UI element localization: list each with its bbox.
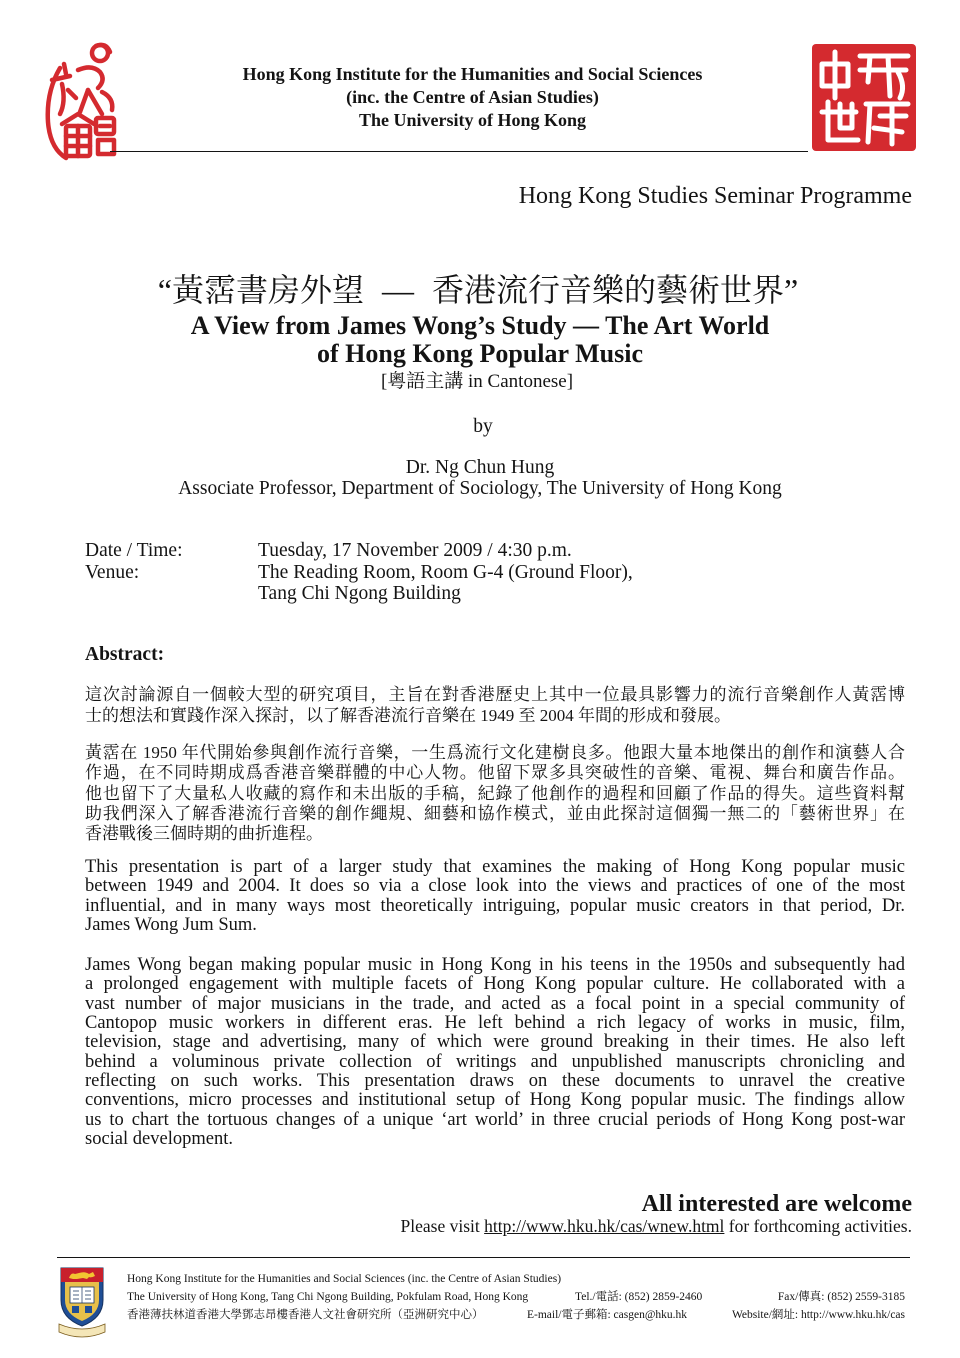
title-english-line: of Hong Kong Popular Music — [316, 339, 643, 368]
activities-link[interactable]: http://www.hku.hk/cas/wnew.html — [484, 1216, 725, 1236]
visit-suffix: for forthcoming activities. — [724, 1216, 912, 1236]
venue-row — [85, 562, 905, 584]
venue-row-continued — [85, 583, 905, 605]
abstract-english-line: James Wong began making popular music in Hong Kong in his teens in the 1950s and subsequently had — [85, 955, 905, 975]
abstract-chinese-line: 香港戰後三個時期的曲折進程。 — [85, 824, 323, 844]
abstract-english-paragraph-1 — [85, 858, 905, 936]
header-line-institute: Hong Kong Institute for the Humanities and Social Sciences — [242, 64, 703, 84]
abstract-chinese-paragraph-2 — [85, 743, 905, 844]
footer-chinese-address: 香港薄扶林道香港大學鄧志昂樓香港人文社會研究所（亞洲研究中心） — [127, 1309, 484, 1321]
footer-telephone: Tel./電話: (852) 2859-2460 — [575, 1291, 703, 1303]
abstract-chinese-line: 士的想法和實踐作深入探討，以了解香港流行音樂在 1949 至 2004 年間的形成和發展。 — [85, 706, 731, 725]
hku-crest-logo — [57, 1266, 107, 1338]
institute-header — [110, 63, 835, 132]
speaker-name: Dr. Ng Chun Hung — [405, 457, 555, 478]
venue-label: Venue: — [85, 561, 140, 583]
header-line-university: The University of Hong Kong — [358, 110, 586, 130]
abstract-english-line: social development. — [85, 1129, 233, 1150]
abstract-chinese-paragraph-1 — [85, 684, 905, 726]
abstract-chinese-line: 這次討論源自一個較大型的研究項目，主旨在對香港歷史上其中一位最具影響力的流行音樂創作人黃霑博 — [85, 685, 905, 704]
abstract-chinese-line: 作過，在不同時期成爲香港音樂群體的中心人物。他留下眾多具突破性的音樂、電視、舞台和廣告作品。 — [85, 763, 905, 783]
abstract-english-line: vast number of major musicians in the trade, and acted as a focal point in a special community of — [85, 993, 905, 1014]
venue-value: Tang Chi Ngong Building — [258, 583, 461, 604]
abstract-english-line: between 1949 and 2004. It does so via a close look into the views and practices of one of the most — [85, 876, 905, 897]
welcome-text: All interested are welcome — [641, 1191, 912, 1217]
date-row — [85, 540, 905, 562]
abstract-english-line: television, stage and advertising, many of which were ground breaking in their times. He also left — [85, 1032, 905, 1053]
header-divider — [110, 151, 808, 152]
title-chinese: “黃霑書房外望 — 香港流行音樂的藝術世界” — [157, 272, 799, 308]
abstract-english-line: reflecting on such works. This presentation draws on these documents to unravel the creative — [85, 1071, 905, 1092]
title-english — [0, 312, 960, 368]
abstract-english-line: behind a voluminous private collection of writings and unpublished manuscripts chronicling and — [85, 1051, 905, 1072]
programme-name: Hong Kong Studies Seminar Programme — [518, 183, 912, 209]
footer-email: E-mail/電子郵箱: casgen@hku.hk — [527, 1309, 688, 1321]
abstract-english-line: us to chart the tortuous changes of a unique ‘art world’ in three crucial periods of Hong Kong post-war — [85, 1109, 905, 1130]
institute-seal-logo — [40, 40, 118, 162]
abstract-english-line: This presentation is part of a larger study that examines the making of Hong Kong popular music — [85, 857, 905, 877]
abstract-english-line: Cantopop music workers in different eras. He left behind a rich legacy of works in music, film, — [85, 1013, 905, 1034]
footer-divider — [57, 1257, 910, 1258]
date-label: Date / Time: — [85, 540, 183, 561]
abstract-heading: Abstract: — [85, 644, 165, 665]
header-line-centre: (inc. the Centre of Asian Studies) — [346, 87, 599, 107]
title-english-line: A View from James Wong’s Study — The Art World — [190, 311, 770, 340]
by-text: by — [473, 416, 493, 437]
abstract-english-line: conventions, micro processes and institutional setup of Hong Kong popular music. The findings allow — [85, 1090, 905, 1111]
venue-value: The Reading Room, Room G-4 (Ground Floor), — [258, 561, 633, 583]
abstract-chinese-line: 他也留下了大量私人收藏的寫作和未出版的手稿，紀錄了他創作的過程和回顧了作品的得失。這些資料幫 — [85, 783, 905, 803]
visit-prefix: Please visit — [400, 1216, 485, 1236]
footer-website: Website/網址: http://www.hku.hk/cas — [731, 1309, 905, 1321]
abstract-english-line: a prolonged engagement with multiple facets of Hong Kong popular culture. He collaborated with a — [85, 974, 905, 995]
event-details — [85, 540, 905, 605]
visit-line — [401, 1216, 912, 1236]
footer-address: The University of Hong Kong, Tang Chi Ngong Building, Pokfulam Road, Hong Kong — [127, 1291, 529, 1303]
abstract-chinese-line: 助我們深入了解香港流行音樂的創作繩規、細藝和協作模式，並由此探討這個獨一無二的「藝術世界」在 — [85, 803, 905, 823]
date-value: Tuesday, 17 November 2009 / 4:30 p.m. — [258, 540, 572, 561]
footer-fax: Fax/傳真: (852) 2559-3185 — [777, 1291, 905, 1303]
abstract-english-line: influential, and in many ways most theoretically intriguing, popular music creators in that period, Dr. — [85, 895, 905, 916]
speaker-position: Associate Professor, Department of Sociology, The University of Hong Kong — [178, 478, 782, 499]
speaker-block — [0, 457, 960, 499]
abstract-english-line: James Wong Jum Sum. — [85, 915, 257, 936]
language-note: [粵語主講 in Cantonese] — [380, 371, 574, 392]
abstract-chinese-line: 黃霑在 1950 年代開始參與創作流行音樂，一生爲流行文化建樹良多。他跟大量本地傑出的創作和演藝人合 — [85, 743, 905, 762]
footer-institute: Hong Kong Institute for the Humanities and Social Sciences (inc. the Centre of Asian Studies) — [127, 1273, 562, 1285]
abstract-english-paragraph-2 — [85, 956, 905, 1149]
